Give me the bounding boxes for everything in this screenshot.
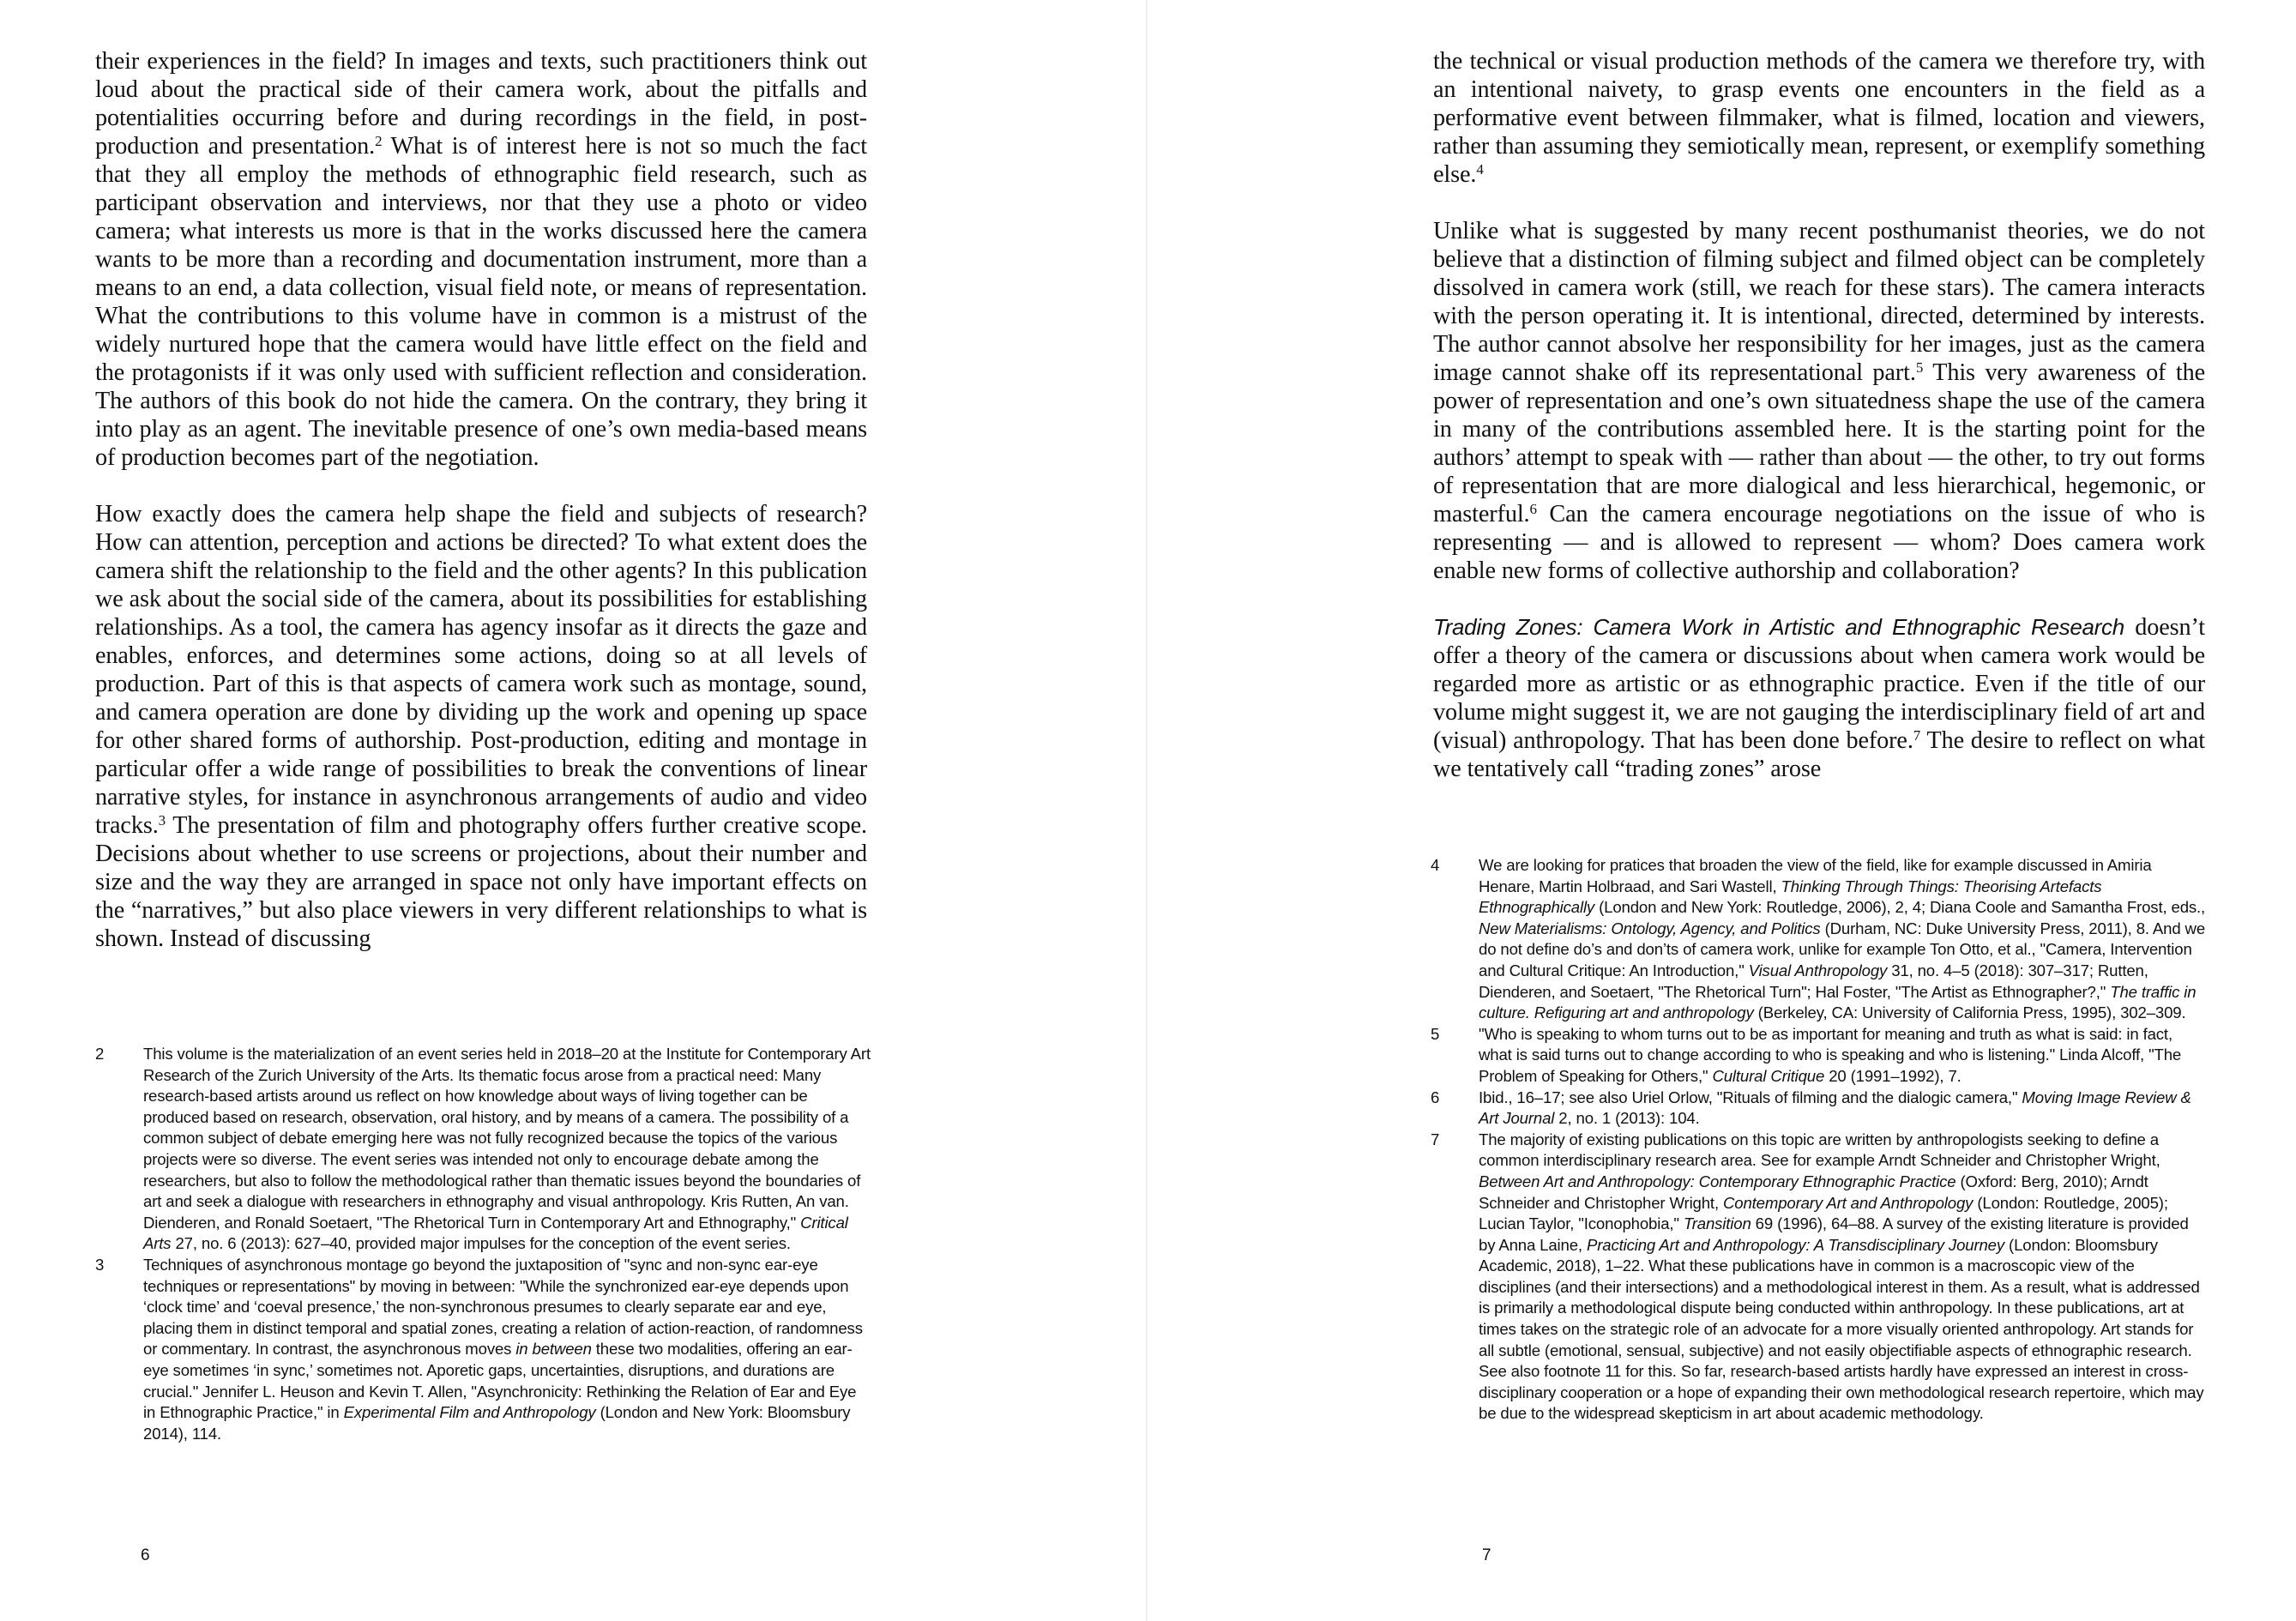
footnote-text bbox=[143, 1255, 872, 1444]
citation-title: Cultural Critique bbox=[1712, 1066, 1825, 1085]
text-run: 20 (1991–1992), 7. bbox=[1824, 1066, 1962, 1085]
text-run: This volume is the materialization of an event series held in 2018–20 at the Institute for Contemporary Art Research of the Zurich University of the Arts. Its thematic focus arose from a practical need: Many research-based artists around us reflect on how knowledge about ways of living together can be produced based on research, observation, oral history, and by means of a camera. The possibility of a common subject of debate emerging here was not fully recognized because the topics of the various projects were so diverse. The event series was intended not only to encourage debate among the researchers, but also to follow the methodological rather than thematic issues beyond the boundaries of art and seek a dialogue with researchers in ethnography and visual anthropology. Kris Rutten, An van. Dienderen, and Ronald Soetaert, "The Rhetorical Turn in Contemporary Art and Ethnography," bbox=[143, 1045, 871, 1232]
footnote-text bbox=[1479, 855, 2208, 1024]
citation-title: New Materialisms: Ontology, Agency, and Politics bbox=[1479, 919, 1821, 937]
footnote-number: 7 bbox=[1431, 1130, 1440, 1148]
text-run: (Durham, NC: Duke University Press, 2011), 8. And we do not define do’s and don’ts of camera work, unlike for example Ton Otto, et al., "Camera, Intervention and Cultural Critique: An Introduction," bbox=[1479, 919, 2206, 979]
text-run: 27, no. 6 (2013): 627–40, provided major impulses for the conception of the event series. bbox=[171, 1234, 791, 1253]
footnote-reference: 6 bbox=[1529, 501, 1537, 517]
footnote-reference: 7 bbox=[1913, 727, 1921, 744]
text-run: these two modalities, offering an ear-eye sometimes ‘in sync,’ sometimes not. Aporetic gaps, uncertainties, disruptions, and durations are crucial." Jennifer L. Heuson and Kevin T. Allen, "Asynchronicity: Rethinking the Relation of Ear and Eye in Ethnographic Practice," in bbox=[143, 1340, 857, 1422]
text-run: Techniques of asynchronous montage go beyond the juxtaposition of "sync and non-sync ear-eye techniques or representations" by moving in between: "While the synchronized ear-eye depends upon ‘clock time’ and ‘coeval presence,’ the non-synchronous presumes to clearly separate ear and eye, placing them in distinct temporal and spatial zones, creating a relation of action-reaction, of randomness or commentary. In contrast, the asynchronous moves bbox=[143, 1255, 863, 1359]
citation-title: Transition bbox=[1683, 1214, 1751, 1233]
footnote-number: 5 bbox=[1431, 1024, 1440, 1043]
citation-title: Visual Anthropology bbox=[1748, 961, 1888, 979]
citation-title: Experimental Film and Anthropology bbox=[343, 1403, 596, 1422]
footnote-number: 4 bbox=[1431, 856, 1440, 874]
footnote-text bbox=[143, 1044, 872, 1255]
footnote-text bbox=[1479, 1130, 2208, 1425]
body-paragraph bbox=[1433, 613, 2205, 783]
text-run: (London and New York: Routledge, 2006), 2, 4; Diana Coole and Samantha Frost, eds., bbox=[1594, 898, 2206, 917]
footnote bbox=[1431, 1088, 2208, 1130]
text-run: Can the camera encourage negotiations on the issue of who is representing — and is allowed to represent — whom? Does camera work enable new forms of collective authorship and collaboration? bbox=[1433, 501, 2205, 584]
text-run: doesn’t offer a theory of the camera or discussions about when camera work would be regarded more as artistic or as ethnographic practice. Even if the title of our volume might suggest it, we are not gauging the interdisciplinary field of art and (visual) anthropology. That has been done before. bbox=[1433, 614, 2206, 754]
footnote-text bbox=[1479, 1024, 2208, 1088]
footnote-text bbox=[1479, 1088, 2208, 1130]
text-run: (London: Bloomsbury Academic, 2018), 1–22. What these publications have in common is a macroscopic view of the disciplines (and their intersections) and a methodological interest in them. As a result, what is addressed is primarily a methodological dispute being conducted within anthropology. In these publications, art at times takes on the strategic role of an advocate for a more visually oriented anthropology. Art stands for all subtle (emotional, sensual, subjective) and not easily objectifiable aspects of ethnographic research. See also footnote 11 for this. So far, research-based artists hardly have expressed an interest in cross-disciplinary cooperation or a hope of expanding their own methodological research repertoire, which may be due to the widespread skepticism in art about academic methodology. bbox=[1479, 1235, 2204, 1423]
citation-title: Between Art and Anthropology: Contemporary Ethnographic Practice bbox=[1479, 1172, 1956, 1190]
text-run: Unlike what is suggested by many recent posthumanist theories, we do not believe that a distinction of filming subject and filmed object can be completely dissolved in camera work (still, we reach for these stars). The camera interacts with the person operating it. It is intentional, directed, determined by interests. The author cannot absolve her responsibility for her images, just as the camera image cannot shake off its representational part. bbox=[1433, 218, 2205, 386]
citation-title: Thinking Through Things: Theorising Artefacts Ethnographically bbox=[1479, 877, 2102, 917]
text-run: the technical or visual production methods of the camera we therefore try, with an intentional naivety, to grasp events one encounters in the field as a performative event between filmmaker, what is filmed, location and viewers, rather than assuming they semiotically mean, represent, or exemplify something else. bbox=[1433, 48, 2205, 188]
footnote bbox=[95, 1255, 872, 1444]
citation-title: The traffic in culture. Refiguring art and anthropology bbox=[1479, 982, 2197, 1022]
left-body-text bbox=[95, 47, 867, 953]
citation-title: Practicing Art and Anthropology: A Transdisciplinary Journey bbox=[1586, 1235, 2005, 1254]
footnote-reference: 2 bbox=[375, 133, 383, 149]
left-page bbox=[0, 0, 1146, 1621]
footnote bbox=[1431, 1024, 2208, 1088]
text-run: What is of interest here is not so much the fact that they all employ the methods of ethnographic field research, such as participant observation and interviews, nor that they use a photo or video camera; what interests us more is that in the works discussed here the camera wants to be more than a recording and documentation instrument, more than a means to an end, a data collection, visual field note, or means of representation. What the contributions to this volume have in common is a mistrust of the widely nurtured hope that the camera would have little effect on the field and the protagonists if it was only used with sufficient reflection and consideration. The authors of this book do not hide the camera. On the contrary, they bring it into play as an agent. The inevitable presence of one’s own media-based means of production becomes part of the negotiation. bbox=[95, 133, 867, 471]
text-run: 31, no. 4–5 (2018): 307–317; Rutten, Dienderen, and Soetaert, "The Rhetorical Turn"; Hal Foster, "The Artist as Ethnographer?," bbox=[1479, 961, 2148, 1001]
footnote-reference: 4 bbox=[1476, 161, 1484, 178]
left-footnotes bbox=[95, 1044, 872, 1444]
footnote bbox=[95, 1044, 872, 1255]
footnote bbox=[1431, 1130, 2208, 1425]
text-run: (Berkeley, CA: University of California Press, 1995), 302–309. bbox=[1753, 1003, 2186, 1022]
citation-title: in between bbox=[515, 1340, 592, 1359]
text-run: The desire to reflect on what we tentatively call “trading zones” arose bbox=[1433, 727, 2205, 782]
text-run: The presentation of film and photography offers further creative scope. Decisions about whether to use screens or projections, about their number and size and the way they are arranged in space not only have important effects on the “narratives,” but also place viewers in very different relationships to what is shown. Instead of discussing bbox=[95, 812, 867, 952]
page-number-right: 7 bbox=[1482, 1546, 1491, 1564]
footnote bbox=[1431, 855, 2208, 1024]
text-run: (Oxford: Berg, 2010); Arndt Schneider and Christopher Wright, bbox=[1479, 1172, 2148, 1212]
footnote-number: 6 bbox=[1431, 1088, 1440, 1106]
text-run: 69 (1996), 64–88. A survey of the existing literature is provided by Anna Laine, bbox=[1479, 1214, 2189, 1254]
text-run: (London: Routledge, 2005); Lucian Taylor, "Iconophobia," bbox=[1479, 1193, 2168, 1233]
text-run: (London and New York: Bloomsbury 2014), 114. bbox=[143, 1403, 851, 1443]
right-footnotes bbox=[1431, 855, 2208, 1425]
text-run: The majority of existing publications on this topic are written by anthropologists seeking to define a common interdisciplinary research area. See for example Arndt Schneider and Christopher Wright, bbox=[1479, 1130, 2160, 1170]
right-body-text bbox=[1433, 47, 2205, 783]
text-run: their experiences in the field? In images and texts, such practitioners think out loud about the practical side of their camera work, about the pitfalls and potentialities occurring before and during recordings in the field, in post-production and presentation. bbox=[95, 48, 867, 160]
footnote-reference: 5 bbox=[1915, 359, 1924, 376]
text-run: Ibid., 16–17; see also Uriel Orlow, "Rituals of filming and the dialogic camera," bbox=[1479, 1088, 2022, 1106]
text-run: "Who is speaking to whom turns out to be as important for meaning and truth as what is said: in fact, what is said turns out to change according to who is speaking and who is listening." Linda Alcoff, "The Problem of Speaking for Others," bbox=[1479, 1024, 2182, 1085]
body-paragraph bbox=[95, 47, 867, 472]
body-paragraph bbox=[1433, 217, 2205, 585]
citation-title: Contemporary Art and Anthropology bbox=[1722, 1193, 1974, 1212]
text-run: We are looking for pratices that broaden the view of the field, like for example discussed in Amiria Henare, Martin Holbraad, and Sari Wastell, bbox=[1479, 856, 2152, 895]
body-paragraph bbox=[95, 500, 867, 953]
page-number-left: 6 bbox=[141, 1546, 150, 1564]
book-title-italic: Trading Zones: Camera Work in Artistic and Ethnographic Research bbox=[1433, 614, 2124, 640]
body-paragraph bbox=[1433, 47, 2205, 189]
text-run: 2, no. 1 (2013): 104. bbox=[1554, 1109, 1700, 1128]
footnote-number: 2 bbox=[95, 1045, 105, 1063]
citation-title: Critical Arts bbox=[143, 1213, 848, 1253]
footnote-number: 3 bbox=[95, 1255, 105, 1274]
text-run: This very awareness of the power of representation and one’s own situatedness shape the use of the camera in many of the contributions assembled here. It is the starting point for the authors’ attempt to speak with — rather than about — the other, to try out forms of representation that are more dialogical and less hierarchical, hegemonic, or masterful. bbox=[1433, 359, 2205, 527]
right-page bbox=[1148, 0, 2296, 1621]
text-run: How exactly does the camera help shape the field and subjects of research? How can attention, perception and actions be directed? To what extent does the camera shift the relationship to the field and the other agents? In this publication we ask about the social side of the camera, about its possibilities for establishing relationships. As a tool, the camera has agency insofar as it directs the gaze and enables, enforces, and determines some actions, doing so at all levels of production. Part of this is that aspects of camera work such as montage, sound, and camera operation are done by dividing up the work and opening up space for other shared forms of authorship. Post-production, editing and montage in particular offer a wide range of possibilities to break the conventions of linear narrative styles, for instance in asynchronous arrangements of audio and video tracks. bbox=[95, 501, 867, 839]
footnote-reference: 3 bbox=[158, 812, 166, 829]
citation-title: Moving Image Review & Art Journal bbox=[1479, 1088, 2191, 1128]
